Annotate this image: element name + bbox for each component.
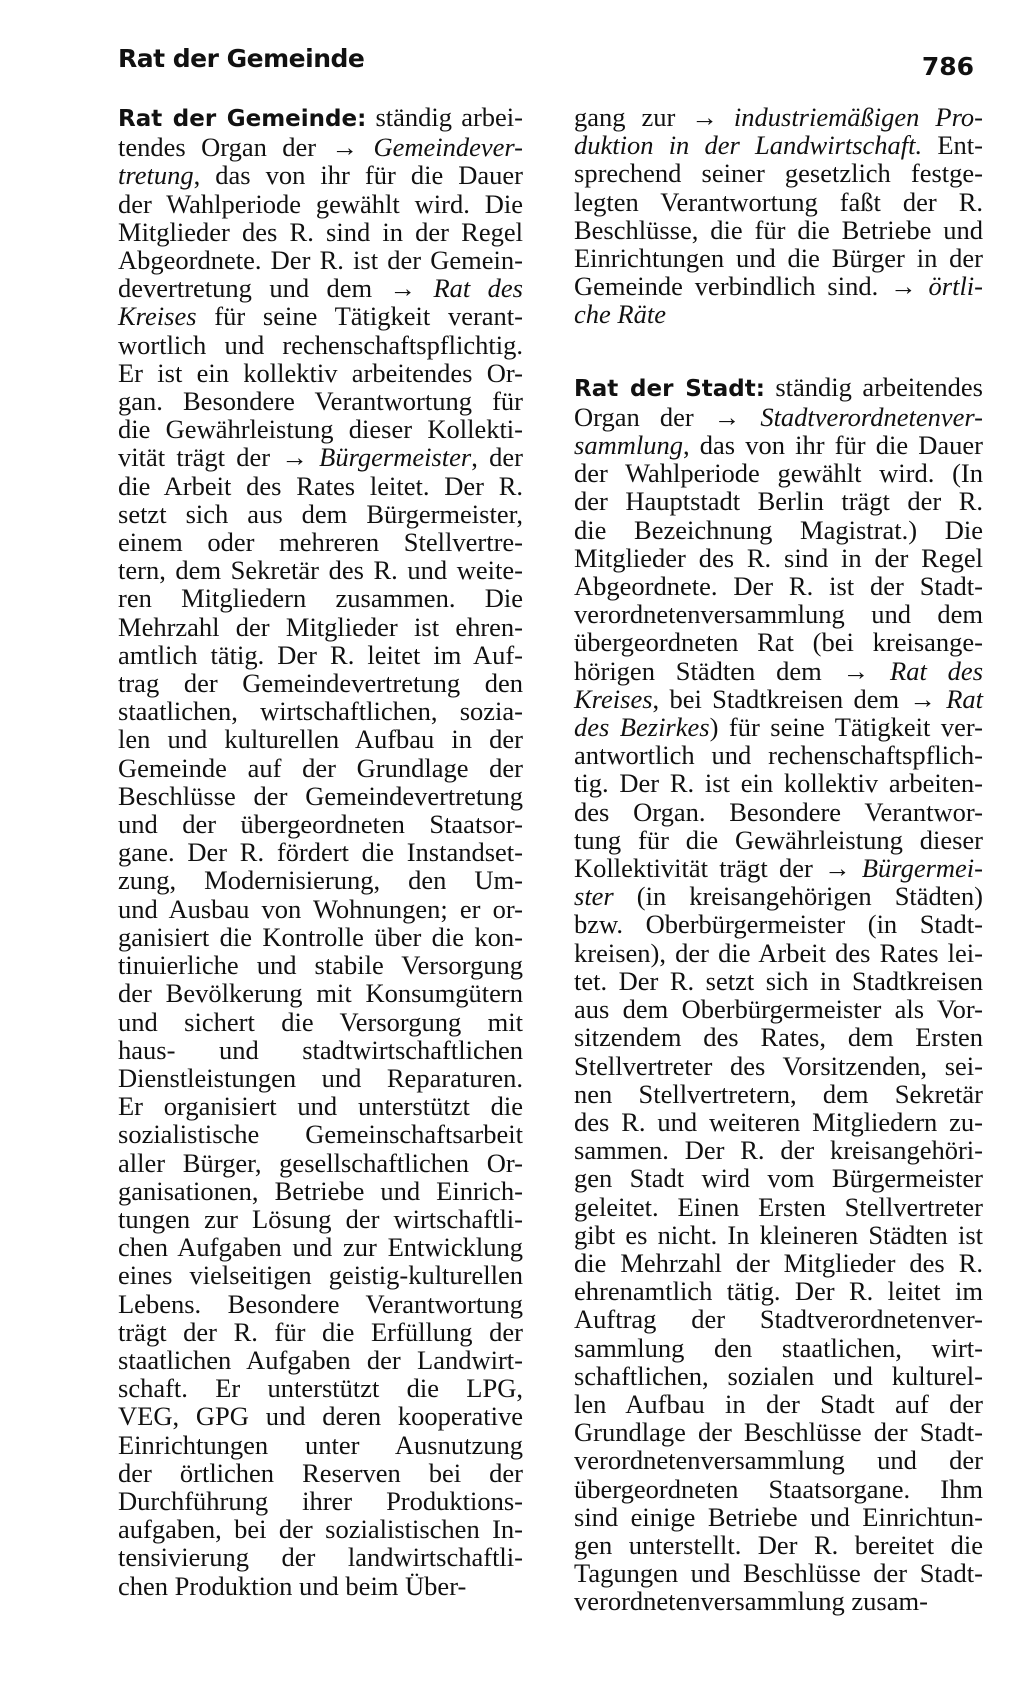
- text-run: devertretung und dem →: [118, 273, 434, 304]
- cross-reference: industriemäßigen Pro-: [733, 102, 983, 132]
- text-line: [574, 1587, 983, 1615]
- text-line: [574, 910, 983, 938]
- text-line: [574, 516, 983, 544]
- text-run: vität trägt der →: [118, 442, 320, 473]
- text-run: die Mehrzahl der Mitglieder des R.: [574, 1247, 983, 1278]
- text-line: [118, 1149, 523, 1177]
- text-run: Einrichtungen und die Bürger in der: [574, 243, 983, 274]
- text-run: der Wahlperiode gewählt wird. (In: [574, 458, 983, 489]
- text-line: [574, 1080, 983, 1108]
- text-run: Er organisiert und unterstützt die: [118, 1091, 523, 1122]
- text-run: Mitglieder des R. sind in der Regel: [574, 542, 983, 573]
- text-run: bzw. Oberbürgermeister (in Stadt-: [574, 909, 983, 940]
- cross-reference: Rat des: [890, 655, 984, 686]
- text-line: [574, 1108, 983, 1136]
- text-run: aufgaben, bei der sozialistischen In-: [118, 1514, 523, 1545]
- text-line: [574, 188, 983, 216]
- text-run: eines vielseitigen geistig-kulturellen: [118, 1260, 523, 1291]
- text-run: des Organ. Besondere Verantwor-: [574, 796, 983, 827]
- text-run: verordnetenversammlung zusam-: [574, 1586, 928, 1617]
- text-line: [118, 1487, 523, 1515]
- text-line: [574, 600, 983, 628]
- text-run: tung für die Gewährleistung dieser: [574, 824, 983, 855]
- text-line: [574, 657, 983, 685]
- text-run: die Gewährleistung dieser Kollekti-: [118, 414, 523, 445]
- text-run: verordnetenversammlung und der: [574, 1445, 983, 1476]
- text-line: [118, 1374, 523, 1402]
- text-line: [118, 218, 523, 246]
- text-line: [118, 1205, 523, 1233]
- text-run: len Aufbau in der Stadt auf der: [574, 1388, 983, 1419]
- text-line: [574, 1193, 983, 1221]
- text-run: VEG, GPG und deren kooperative: [118, 1401, 523, 1432]
- text-run: ganisationen, Betriebe und Einrich-: [118, 1175, 523, 1206]
- text-line: [118, 1402, 523, 1430]
- text-run: gen unterstellt. Der R. bereitet die: [574, 1529, 983, 1560]
- text-run: Abgeordnete. Der R. ist der Gemein-: [118, 245, 523, 276]
- text-line: [574, 300, 983, 328]
- text-run: Lebens. Besondere Verantwortung: [118, 1288, 523, 1319]
- text-run: schaft. Er unterstützt die LPG,: [118, 1373, 523, 1404]
- text-line: [118, 782, 523, 810]
- cross-reference: duktion in der Landwirtschaft.: [574, 130, 923, 161]
- text-run: und der übergeordneten Staatsor-: [118, 809, 523, 840]
- text-run: ständig arbei-: [366, 102, 523, 132]
- text-run: haus- und stadtwirtschaftlichen: [118, 1034, 523, 1065]
- cross-reference: des Bezirkes: [574, 712, 710, 743]
- text-line: [118, 274, 523, 302]
- text-run: tendes Organ der →: [118, 132, 374, 163]
- text-run: tern, dem Sekretär des R. und weite-: [118, 555, 523, 586]
- text-line: [118, 1064, 523, 1092]
- text-run: , das von ihr für die Dauer: [682, 430, 983, 461]
- text-line: [574, 373, 983, 403]
- right-column: [574, 103, 983, 1616]
- text-run: übergeordneten Rat (bei kreisange-: [574, 627, 983, 658]
- cross-reference: Bürgermei-: [861, 853, 983, 884]
- text-run: tinuierliche und stabile Versorgung: [118, 950, 523, 981]
- text-line: [118, 584, 523, 612]
- text-run: aller Bürger, gesellschaftlichen Or-: [118, 1147, 523, 1178]
- cross-reference: ster: [574, 881, 614, 912]
- text-run: die Bezeichnung Magistrat.) Die: [574, 514, 983, 545]
- text-line: [574, 544, 983, 572]
- text-run: kreisen), der die Arbeit des Rates lei-: [574, 937, 983, 968]
- cross-reference: Rat: [946, 683, 983, 714]
- text-run: legten Verantwortung faßt der R.: [574, 186, 983, 217]
- text-run: wortlich und rechenschaftspflichtig.: [118, 329, 523, 360]
- cross-reference: tretung: [118, 160, 194, 191]
- text-run: Dienstleistungen und Reparaturen.: [118, 1062, 523, 1093]
- text-line: [574, 1277, 983, 1305]
- cross-reference: sammlung: [574, 430, 683, 461]
- text-run: chen Aufgaben und zur Entwicklung: [118, 1232, 523, 1263]
- text-run: Gemeinde auf der Grundlage der: [118, 752, 523, 783]
- text-run: sammen. Der R. der kreisangehöri-: [574, 1135, 983, 1166]
- text-line: [118, 613, 523, 641]
- text-run: zung, Modernisierung, den Um-: [118, 865, 523, 896]
- text-line: [574, 1164, 983, 1192]
- text-run: amtlich tätig. Der R. leitet im Auf-: [118, 639, 523, 670]
- text-line: [574, 1249, 983, 1277]
- text-run: geleitet. Einen Ersten Stellvertreter: [574, 1191, 983, 1222]
- text-line: [574, 826, 983, 854]
- text-line: [574, 131, 983, 159]
- headword: Rat der Gemeinde:: [118, 106, 367, 132]
- text-run: und sichert die Versorgung mit: [118, 1006, 523, 1037]
- text-run: sprechend seiner gesetzlich festge-: [574, 158, 983, 189]
- text-run: Ent-: [922, 130, 983, 161]
- text-line: [574, 1475, 983, 1503]
- text-run: gan. Besondere Verantwortung für: [118, 386, 523, 417]
- running-head: Rat der Gemeinde: [118, 44, 365, 73]
- text-line: [118, 1261, 523, 1289]
- text-run: sitzendem des Rates, dem Ersten: [574, 1022, 983, 1053]
- cross-reference: Kreises: [574, 683, 653, 714]
- text-run: ren Mitgliedern zusammen. Die: [118, 583, 523, 614]
- text-line: [118, 697, 523, 725]
- cross-reference: Kreises: [118, 301, 197, 332]
- text-run: Er ist ein kollektiv arbeitendes Or-: [118, 357, 523, 388]
- cross-reference: Rat des: [433, 273, 523, 304]
- text-line: [118, 387, 523, 415]
- text-line: [118, 1459, 523, 1487]
- cross-reference: che Räte: [574, 299, 666, 330]
- text-line: [118, 669, 523, 697]
- text-run: Organ der →: [574, 401, 761, 432]
- text-run: sind einige Betriebe und Einrichtun-: [574, 1501, 983, 1532]
- text-run: setzt sich aus dem Bürgermeister,: [118, 498, 523, 529]
- text-line: [118, 1120, 523, 1148]
- text-run: Beschlüsse, die für die Betriebe und: [574, 214, 983, 245]
- text-line: [118, 1572, 523, 1600]
- text-line: [118, 190, 523, 218]
- text-run: tig. Der R. ist ein kollektiv arbeiten-: [574, 768, 983, 799]
- text-run: Auftrag der Stadtverordnetenver-: [574, 1304, 983, 1335]
- text-run: und Ausbau von Wohnungen; er or-: [118, 893, 523, 924]
- text-run: tungen zur Lösung der wirtschaftli-: [118, 1203, 523, 1234]
- text-line: [118, 133, 523, 161]
- text-line: [574, 1136, 983, 1164]
- entry-separator: [574, 329, 983, 373]
- text-line: [574, 1362, 983, 1390]
- text-run: , der: [471, 442, 523, 473]
- text-line: [118, 302, 523, 330]
- text-line: [574, 272, 983, 300]
- text-line: [574, 487, 983, 515]
- text-line: [118, 1290, 523, 1318]
- text-line: [574, 1221, 983, 1249]
- text-line: [574, 459, 983, 487]
- text-run: der Wahlperiode gewählt wird. Die: [118, 188, 523, 219]
- text-run: Gemeinde verbindlich sind. →: [574, 271, 929, 302]
- text-run: tet. Der R. setzt sich in Stadtkreisen: [574, 965, 983, 996]
- text-line: [118, 979, 523, 1007]
- text-line: [574, 1052, 983, 1080]
- text-line: [574, 995, 983, 1023]
- text-line: [118, 725, 523, 753]
- text-line: [118, 1346, 523, 1374]
- page-number: 786: [921, 52, 974, 81]
- text-line: [574, 769, 983, 797]
- text-run: , bei Stadtkreisen dem →: [652, 683, 947, 714]
- text-run: ) für seine Tätigkeit ver-: [709, 712, 983, 743]
- text-line: [118, 1036, 523, 1064]
- text-line: [574, 1023, 983, 1051]
- text-line: [118, 1515, 523, 1543]
- text-line: [118, 1092, 523, 1120]
- text-line: [118, 1177, 523, 1205]
- text-run: der örtlichen Reserven bei der: [118, 1457, 523, 1488]
- text-run: staatlichen, wirtschaftlichen, sozia-: [118, 696, 523, 727]
- text-run: einem oder mehreren Stellvertre-: [118, 527, 523, 558]
- text-run: gibt es nicht. In kleineren Städten ist: [574, 1219, 983, 1250]
- text-line: [118, 754, 523, 782]
- text-line: [118, 1008, 523, 1036]
- text-run: gang zur →: [574, 102, 734, 132]
- text-run: ehrenamtlich tätig. Der R. leitet im: [574, 1276, 983, 1307]
- text-line: [118, 472, 523, 500]
- text-run: staatlichen Aufgaben der Landwirt-: [118, 1344, 523, 1375]
- text-run: aus dem Oberbürgermeister als Vor-: [574, 994, 983, 1025]
- text-run: Einrichtungen unter Ausnutzung: [118, 1429, 523, 1460]
- text-run: Tagungen und Beschlüsse der Stadt-: [574, 1558, 983, 1589]
- text-run: der Hauptstadt Berlin trägt der R.: [574, 486, 983, 517]
- text-line: [118, 246, 523, 274]
- text-line: [118, 951, 523, 979]
- text-line: [118, 1233, 523, 1261]
- text-line: [118, 500, 523, 528]
- text-run: Grundlage der Beschlüsse der Stadt-: [574, 1417, 983, 1448]
- text-run: schaftlichen, sozialen und kulturel-: [574, 1360, 983, 1391]
- entry-rat-der-gemeinde-continuation: [574, 103, 983, 329]
- text-line: [574, 1531, 983, 1559]
- text-run: chen Produktion und beim Über-: [118, 1570, 467, 1601]
- text-line: [118, 556, 523, 584]
- text-run: nen Stellvertretern, dem Sekretär: [574, 1078, 983, 1109]
- text-line: [118, 1543, 523, 1571]
- text-run: (in kreisangehörigen Städten): [613, 881, 983, 912]
- text-line: [574, 741, 983, 769]
- text-run: trägt der R. für die Erfüllung der: [118, 1316, 523, 1347]
- text-line: [574, 1305, 983, 1333]
- text-run: antwortlich und rechenschaftspflich-: [574, 740, 983, 771]
- text-line: [574, 1446, 983, 1474]
- text-line: [574, 882, 983, 910]
- text-line: [118, 359, 523, 387]
- entry-rat-der-gemeinde: [118, 103, 523, 1600]
- text-run: ständig arbeitendes: [764, 371, 983, 402]
- text-line: [118, 161, 523, 189]
- text-run: gen Stadt wird vom Bürgermeister: [574, 1163, 983, 1194]
- text-line: [574, 103, 983, 131]
- text-run: übergeordneten Staatsorgane. Ihm: [574, 1473, 983, 1504]
- text-line: [574, 798, 983, 826]
- text-line: [118, 1431, 523, 1459]
- text-line: [118, 443, 523, 471]
- text-run: sammlung den staatlichen, wirt-: [574, 1332, 983, 1363]
- text-run: für seine Tätigkeit verant-: [196, 301, 523, 332]
- text-line: [118, 923, 523, 951]
- text-line: [118, 895, 523, 923]
- text-line: [574, 1390, 983, 1418]
- text-line: [118, 641, 523, 669]
- headword: Rat der Stadt:: [574, 375, 765, 402]
- text-run: len und kulturellen Aufbau in der: [118, 724, 523, 755]
- text-line: [574, 216, 983, 244]
- cross-reference: örtli-: [928, 271, 983, 302]
- text-line: [118, 1318, 523, 1346]
- text-line: [574, 685, 983, 713]
- text-run: , das von ihr für die Dauer: [193, 160, 523, 191]
- text-line: [118, 866, 523, 894]
- text-line: [574, 403, 983, 431]
- text-line: [574, 854, 983, 882]
- text-run: trag der Gemeindevertretung den: [118, 668, 523, 699]
- text-line: [574, 431, 983, 459]
- text-run: Durchführung ihrer Produktions-: [118, 1485, 523, 1516]
- text-line: [574, 1559, 983, 1587]
- text-run: verordnetenversammlung und dem: [574, 599, 983, 630]
- text-run: Mehrzahl der Mitglieder ist ehren-: [118, 611, 523, 642]
- text-line: [574, 1503, 983, 1531]
- text-run: sozialistische Gemeinschaftsarbeit: [118, 1119, 523, 1150]
- text-line: [574, 967, 983, 995]
- entry-rat-der-stadt: [574, 373, 983, 1616]
- text-line: [574, 244, 983, 272]
- text-line: [118, 838, 523, 866]
- text-run: Mitglieder des R. sind in der Regel: [118, 216, 523, 247]
- text-line: [574, 159, 983, 187]
- text-run: ganisiert die Kontrolle über die kon-: [118, 921, 523, 952]
- cross-reference: Gemeindever-: [373, 132, 523, 163]
- left-column: [118, 103, 523, 1600]
- text-run: der Bevölkerung mit Konsumgütern: [118, 978, 523, 1009]
- text-line: [118, 331, 523, 359]
- text-line: [574, 572, 983, 600]
- text-line: [118, 103, 523, 133]
- text-run: Stellvertreter des Vorsitzenden, sei-: [574, 1050, 983, 1081]
- text-run: die Arbeit des Rates leitet. Der R.: [118, 470, 523, 501]
- text-run: Abgeordnete. Der R. ist der Stadt-: [574, 571, 983, 602]
- text-line: [574, 1334, 983, 1362]
- text-run: hörigen Städten dem →: [574, 655, 891, 686]
- text-line: [574, 1418, 983, 1446]
- text-line: [574, 713, 983, 741]
- text-line: [118, 810, 523, 838]
- text-run: tensivierung der landwirtschaftli-: [118, 1542, 523, 1573]
- text-run: gane. Der R. fördert die Instandset-: [118, 837, 523, 868]
- cross-reference: Bürgermeister: [319, 442, 472, 473]
- text-line: [118, 528, 523, 556]
- text-run: Beschlüsse der Gemeindevertretung: [118, 780, 523, 811]
- text-line: [118, 415, 523, 443]
- text-run: des R. und weiteren Mitgliedern zu-: [574, 1106, 983, 1137]
- text-line: [574, 939, 983, 967]
- text-run: Kollektivität trägt der →: [574, 853, 862, 884]
- text-line: [574, 628, 983, 656]
- cross-reference: Stadtverordnetenver-: [760, 401, 983, 432]
